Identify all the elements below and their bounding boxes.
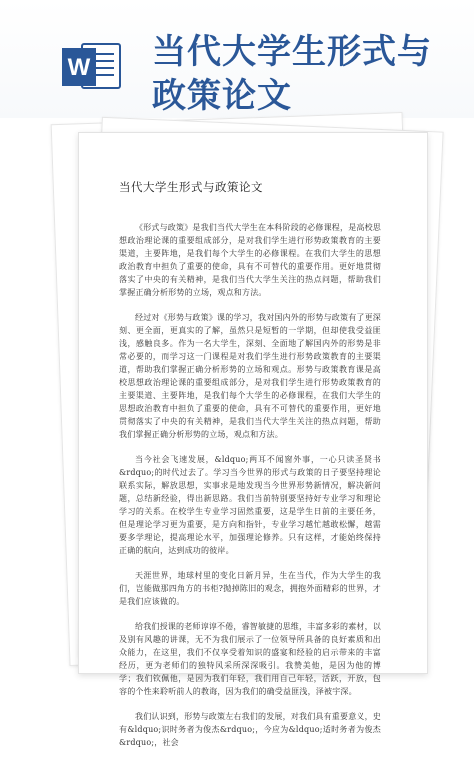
paragraph: 天涯世界，地球村里的变化日新月异，生在当代，作为大学生的我们，岂能做那四角方的书柜?抛掉陈旧的观念，拥抱外面精彩的世界，才是我们应该做的。 <box>119 571 381 606</box>
paragraph: 给我们授课的老师谆谆不倦，睿智敏捷的思维，丰富多彩的素材，以及别有风趣的讲课，无不为我们展示了一位领导所具备的良好素质和出众能力，在这里，我们不仅享受着知识的盛宴和经验的启示带来的丰富经历，更为老师们的独特风采所深深吸引。我赞美他，是因为他的博学；我们钦佩他，是因为我们年轻，我们用自己年轻，活跃，开放，包容的个性来聆听前人的教诲，因为我们的确受益匪浅，泽被宇深。 <box>119 622 381 696</box>
paragraph: 《形式与政策》是我们当代大学生在本科阶段的必修课程，是高校思想政治理论课的重要组成部分，是对我们学生进行形势政策教育的主要渠道，主要阵地，是我们每个大学生的必修课程。在我们大学生的思想政治教育中担负了重要的使命，具有不可替代的重要作用。更好地贯彻落实了中央的有关精神，是我们当代大学生关注的热点问题，帮助我们掌握正确分析形势的立场，观点和方法。 <box>119 223 381 297</box>
page-heading: 当代大学生形式与政策论文 <box>119 180 263 194</box>
document-title: 当代大学生形式与政策论文 <box>152 32 432 116</box>
word-document-icon <box>62 40 122 92</box>
paragraph: 经过对《形势与政策》课的学习，我对国内外的形势与政策有了更深刻、更全面，更真实的了解，虽然只是短暂的一学期，但却使我受益匪浅，感触良多。作为一名大学生，深刻、全面地了解国内外的形势是非常必要的，而学习这一门课程是对我们学生进行形势政策教育的主要渠道，帮助我们掌握正确分析形势的立场和观点。形势与政策教育课是高校思想政治理论课的重要组成部分，是对我们学生进行形势政策教育的主要渠道、主要阵地，是我们每个大学生的必修课程，在我们大学生的思想政治教育中担负了重要的使命，具有不可替代的重要作用，更好地贯彻落实了中央的有关精神，是我们当代大学生关注的热点问题，帮助我们掌握正确分析形势的立场，观点和方法。 <box>119 313 381 439</box>
paragraph: 当今社会飞速发展，&ldquo;两耳不闻窗外事，一心只读圣贤书&rdquo;的时代过去了。学习当今世界的形式与政策的日子要坚持理论联系实际，解放思想，实事求是地发现当今世界形势新情况，解决新问题，总结新经验，得出新思路。我们当前特别要坚持好专业学习和理论学习的关系。在校学生专业学习固然重要，这是学生日前的主要任务，但是理论学习更为重要，是方向和指针，专业学习越忙越敢松懈，越需要多学理论，提高理论水平，加强理论修养。只有这样，才能始终保持正确的航向，达到成功的彼岸。 <box>119 455 381 555</box>
paragraph: 我们认识到，形势与政策左右我们的发展，对我们具有重要意义，史有&ldquo;识时务者为俊杰&rdquo;，今应为&ldquo;适时务者为俊杰&rdquo;，社会 <box>119 712 381 747</box>
document-page <box>78 132 428 747</box>
page-content <box>119 179 381 761</box>
word-icon-letter: W <box>67 54 91 81</box>
paper-stack <box>60 118 442 747</box>
